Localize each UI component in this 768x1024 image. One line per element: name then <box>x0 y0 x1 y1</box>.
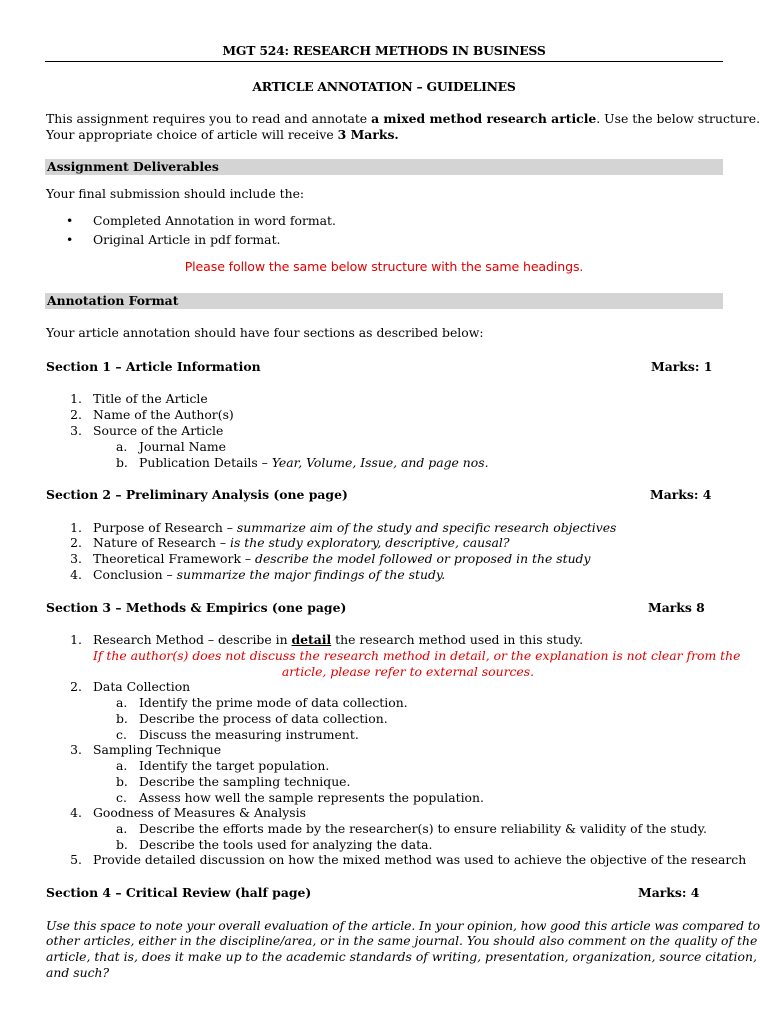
format-heading-bar <box>45 293 723 309</box>
deliverable-item: Completed Annotation in word format. <box>93 213 336 228</box>
list-item-label: the research method used in this study. <box>331 632 584 647</box>
sublist-item: Assess how well the sample represents the population. <box>139 790 484 805</box>
list-number: 1. <box>70 632 82 647</box>
sublist-letter: b. <box>116 711 128 726</box>
section-1-title: Section 1 – Article Information <box>46 359 261 374</box>
sublist-item: Describe the sampling technique. <box>139 774 351 789</box>
sublist-letter: a. <box>116 758 128 773</box>
list-number: 2. <box>70 535 82 550</box>
list-item-label: Conclusion – <box>93 567 177 582</box>
deliverable-item: Original Article in pdf format. <box>93 232 281 247</box>
list-item: Sampling Technique <box>93 742 222 757</box>
critical-review-text: other articles, either in the discipline/area, or in the same journal. You should also comment on the quality of the <box>46 933 758 948</box>
sublist-item: Discuss the measuring instrument. <box>139 727 359 742</box>
intro-text: Your appropriate choice of article will receive <box>46 127 338 142</box>
critical-review-text: Use this space to note your overall evaluation of the article. In your opinion, how good this article was compared to <box>46 918 760 933</box>
list-item: Goodness of Measures & Analysis <box>93 805 306 820</box>
list-number: 1. <box>70 520 82 535</box>
section-3-title: Section 3 – Methods & Empirics (one page) <box>46 600 347 615</box>
sublist-item <box>139 455 489 471</box>
research-method-note: If the author(s) does not discuss the research method in detail, or the explanation is not clear from the <box>93 648 741 663</box>
list-item-label: Nature of Research – <box>93 535 231 550</box>
sublist-letter: b. <box>116 774 128 789</box>
sublist-letter: c. <box>116 790 127 805</box>
critical-review-text: and such? <box>46 965 110 980</box>
list-number: 2. <box>70 679 82 694</box>
sublist-item-label: Publication Details – <box>139 455 272 470</box>
section-2-marks: Marks: 4 <box>650 487 712 502</box>
list-item-hint: summarize aim of the study and specific research objectives <box>236 520 617 535</box>
sublist-letter: a. <box>116 695 128 710</box>
sublist-item-hint: Year, Volume, Issue, and page nos. <box>271 455 489 470</box>
structure-notice: Please follow the same below structure with the same headings. <box>184 259 584 274</box>
sublist-letter: b. <box>116 455 128 470</box>
list-item <box>93 535 509 551</box>
intro-text: This assignment requires you to read and annotate <box>46 111 372 126</box>
sublist-item: Identify the prime mode of data collection. <box>139 695 408 710</box>
intro-text: . Use the below structure. <box>596 111 761 126</box>
sublist-item: Describe the tools used for analyzing the data. <box>139 837 433 852</box>
format-lead: Your article annotation should have four sections as described below: <box>46 325 484 340</box>
list-item: Source of the Article <box>93 423 224 438</box>
list-item-hint: describe the model followed or proposed in the study <box>255 551 591 566</box>
emphasis-detail: detail <box>291 632 332 647</box>
bullet-icon: • <box>66 232 74 247</box>
header-rule <box>45 61 723 62</box>
bullet-icon: • <box>66 213 74 228</box>
list-number: 3. <box>70 423 82 438</box>
list-item-hint: is the study exploratory, descriptive, causal? <box>230 535 510 550</box>
list-item: Data Collection <box>93 679 191 694</box>
sublist-letter: a. <box>116 439 128 454</box>
intro-line-2 <box>46 127 399 143</box>
section-1-marks: Marks: 1 <box>651 359 713 374</box>
section-4-title: Section 4 – Critical Review (half page) <box>46 885 312 900</box>
list-item: Title of the Article <box>93 391 208 406</box>
list-item-label: Research Method – describe in <box>93 632 292 647</box>
research-method-note: article, please refer to external sources. <box>281 664 535 679</box>
list-number: 4. <box>70 567 82 582</box>
list-item <box>93 551 590 567</box>
list-item <box>93 632 583 648</box>
list-number: 3. <box>70 551 82 566</box>
critical-review-text: article, that is, does it make up to the academic standards of writing, presentation, organization, source citation, <box>46 949 757 964</box>
list-number: 5. <box>70 852 82 867</box>
section-2-title: Section 2 – Preliminary Analysis (one page) <box>46 487 348 502</box>
sublist-letter: b. <box>116 837 128 852</box>
sublist-item: Identify the target population. <box>139 758 330 773</box>
intro-emphasis: a mixed method research article <box>371 111 597 126</box>
intro-marks: 3 Marks. <box>337 127 399 142</box>
document-title: ARTICLE ANNOTATION – GUIDELINES <box>252 79 516 94</box>
list-item-label: Purpose of Research – <box>93 520 237 535</box>
course-title: MGT 524: RESEARCH METHODS IN BUSINESS <box>222 43 546 58</box>
sublist-item: Journal Name <box>139 439 226 454</box>
sublist-item: Describe the efforts made by the researcher(s) to ensure reliability & validity of the study. <box>139 821 707 836</box>
deliverables-lead: Your final submission should include the: <box>46 186 305 201</box>
list-item-label: Theoretical Framework – <box>93 551 256 566</box>
list-number: 3. <box>70 742 82 757</box>
deliverables-heading: Assignment Deliverables <box>47 159 219 174</box>
list-item <box>93 520 616 536</box>
list-number: 1. <box>70 391 82 406</box>
deliverables-heading-bar <box>45 159 723 175</box>
section-3-marks: Marks 8 <box>648 600 705 615</box>
format-heading: Annotation Format <box>47 293 179 308</box>
intro-line-1 <box>46 111 760 127</box>
list-number: 4. <box>70 805 82 820</box>
sublist-letter: a. <box>116 821 128 836</box>
sublist-item: Describe the process of data collection. <box>139 711 388 726</box>
section-4-marks: Marks: 4 <box>638 885 700 900</box>
list-item: Name of the Author(s) <box>93 407 234 422</box>
list-item: Provide detailed discussion on how the mixed method was used to achieve the objective of the research <box>93 852 747 867</box>
list-item-hint: summarize the major findings of the study. <box>176 567 446 582</box>
list-item <box>93 567 445 583</box>
sublist-letter: c. <box>116 727 127 742</box>
list-number: 2. <box>70 407 82 422</box>
